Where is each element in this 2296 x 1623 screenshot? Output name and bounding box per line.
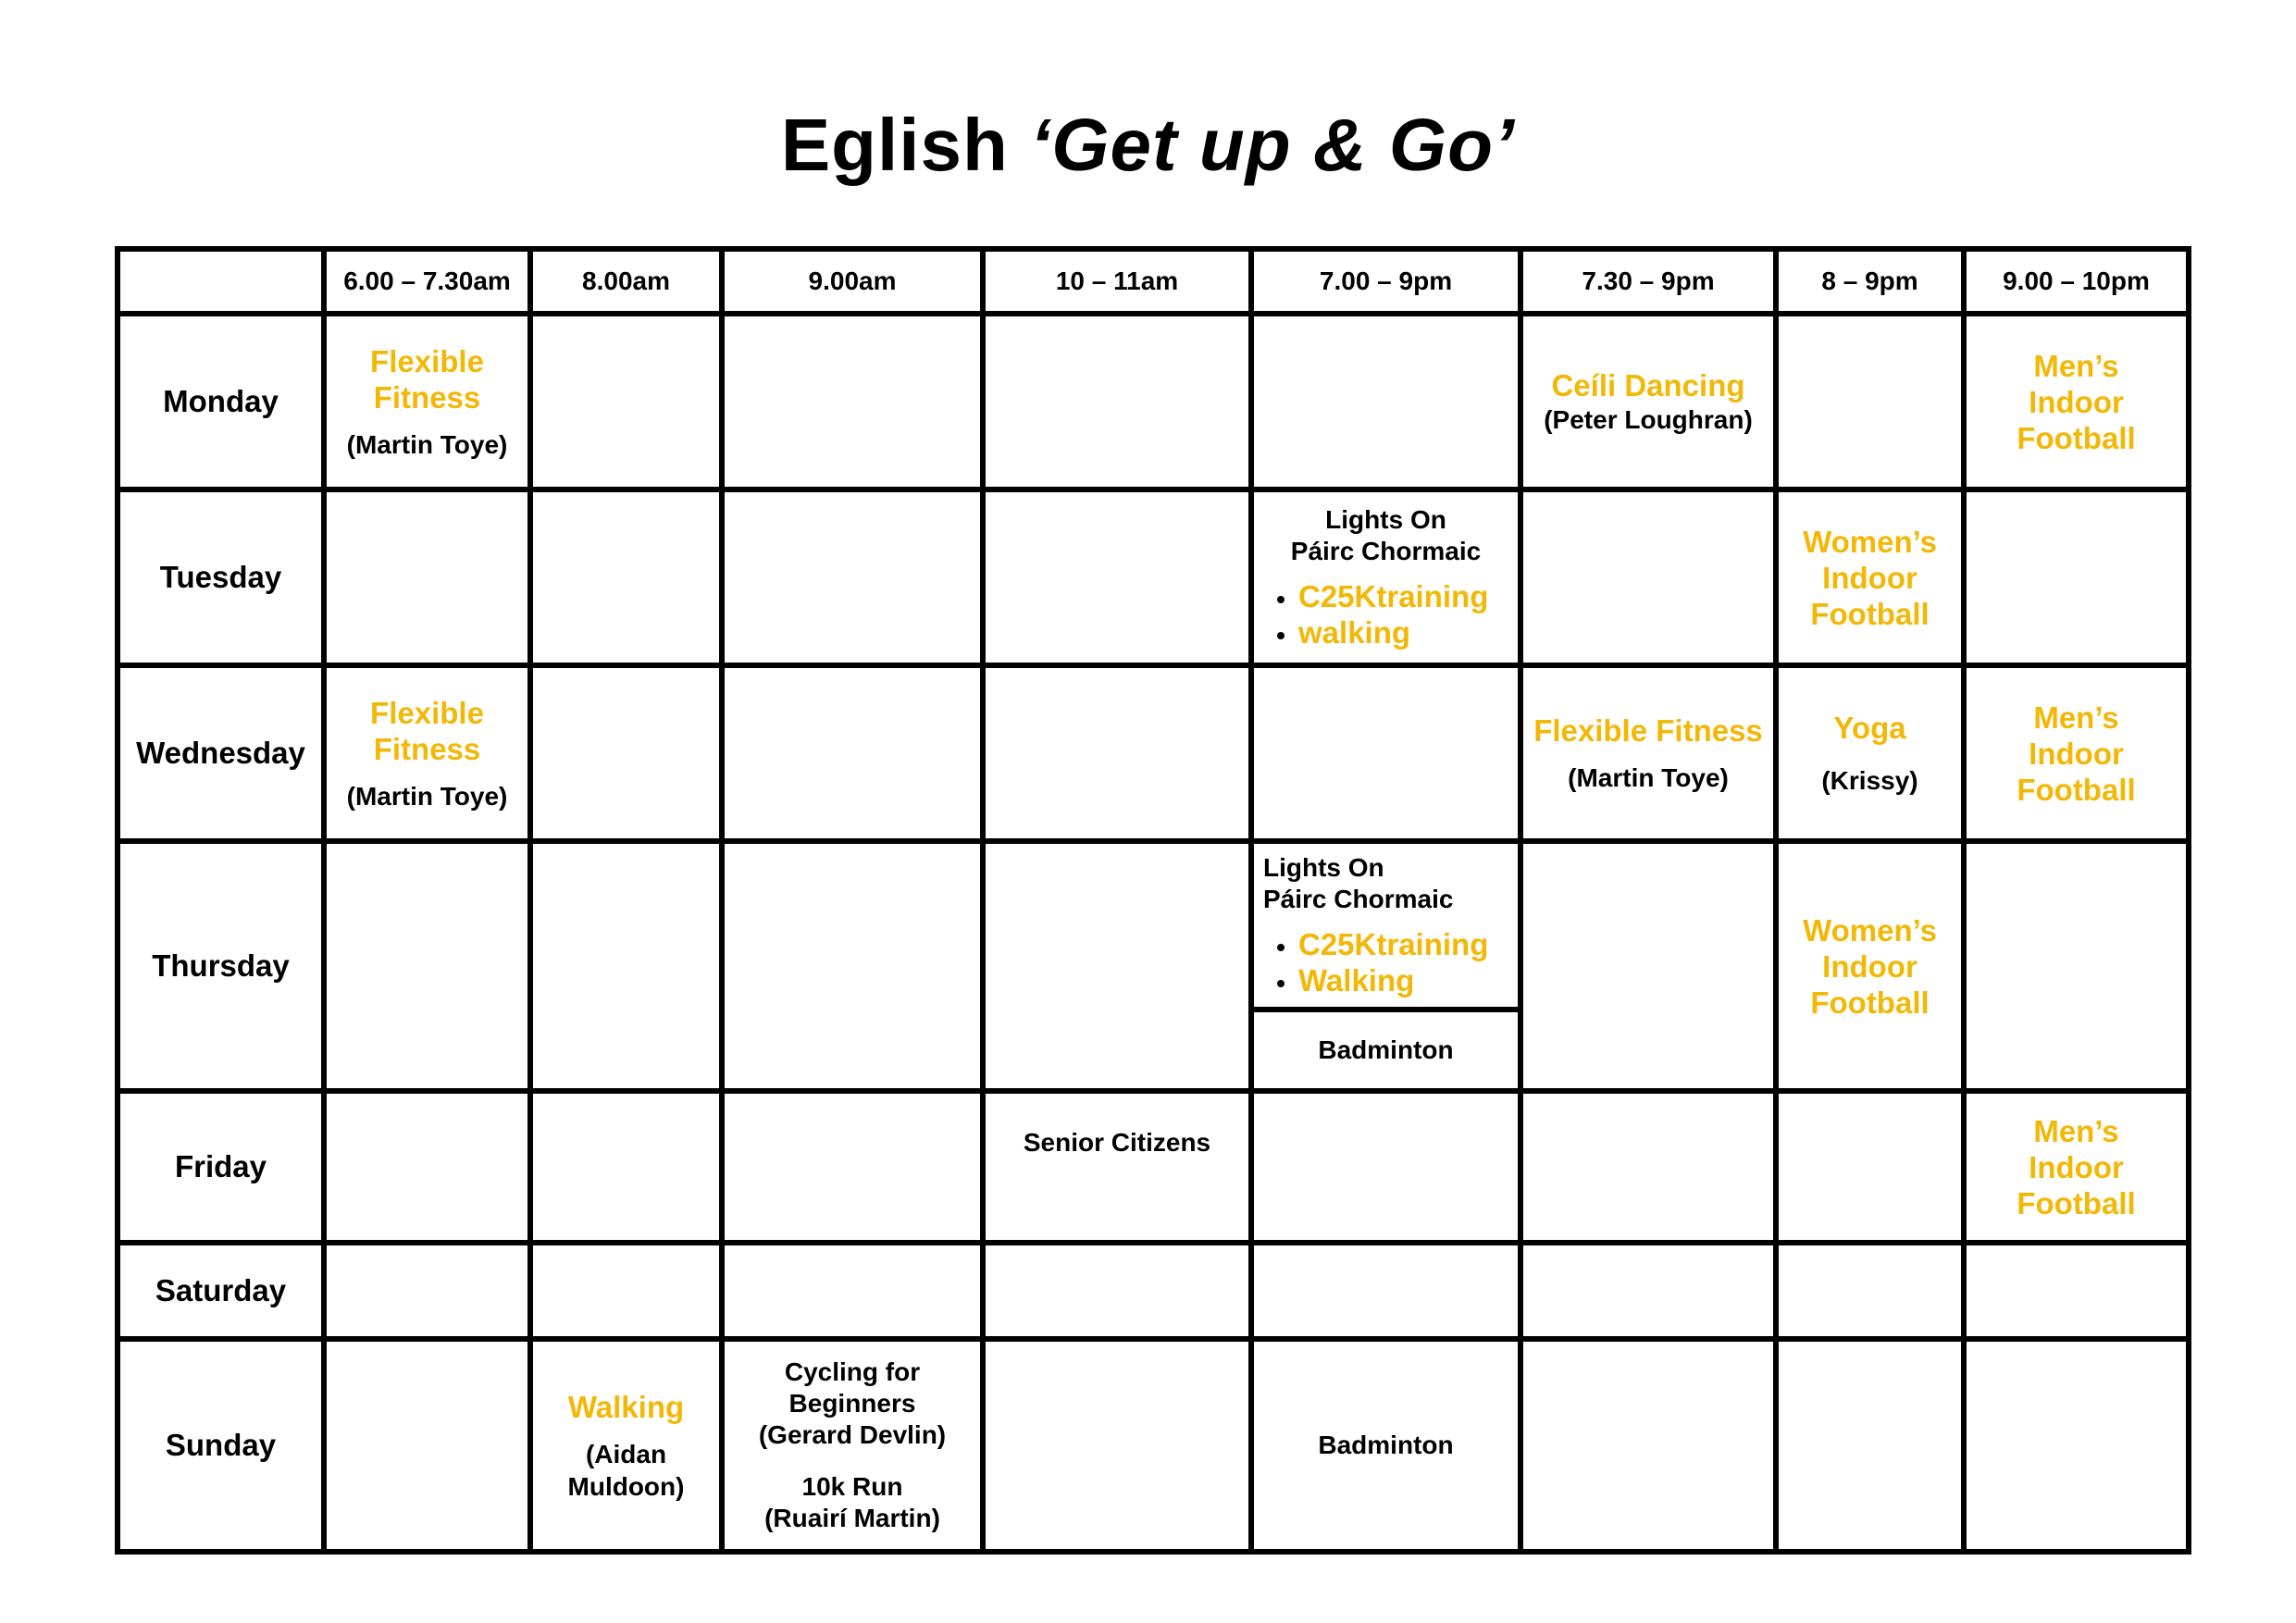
activity-label: Football [1810,596,1930,631]
header-slot-1: 6.00 – 7.30am [324,249,530,314]
wednesday-slot-7 [1776,665,1964,841]
row-sunday [118,1339,2189,1552]
monday-slot-1 [324,314,530,489]
lights-on-label: Lights On [1263,853,1384,882]
activity-list [1263,926,1518,998]
activity-label: Indoor [1822,948,1917,984]
monday-slot-8 [1964,314,2189,489]
thursday-slot-8 [1964,841,2189,1091]
friday-slot-5 [1251,1091,1520,1243]
tuesday-slot-4 [983,489,1251,665]
friday-slot-4: Senior Citizens [983,1091,1251,1243]
saturday-slot-4 [983,1243,1251,1339]
activity-label: Walking [567,1389,685,1424]
day-saturday: Saturday [118,1243,324,1339]
saturday-slot-3 [722,1243,983,1339]
activity-label: Women’s [1803,912,1937,948]
monday-slot-4 [983,314,1251,489]
thursday-slot-7 [1776,841,1964,1091]
activity-list [1263,578,1518,650]
activity-label: Flexible [370,695,484,730]
day-monday: Monday [118,314,324,489]
saturday-slot-6 [1520,1243,1776,1339]
tuesday-slot-3 [722,489,983,665]
thursday-slot-6 [1520,841,1776,1091]
wednesday-slot-3 [722,665,983,841]
instructor-label: (Aidan [585,1439,667,1468]
activity-label: Fitness [373,731,481,766]
instructor-label: (Ruairí Martin) [764,1504,940,1532]
tuesday-slot-1 [324,489,530,665]
activity-label: Indoor [2029,736,2124,771]
tuesday-slot-2 [530,489,722,665]
wednesday-slot-1 [324,665,530,841]
header-corner [118,249,324,314]
day-sunday: Sunday [118,1339,324,1552]
list-item: • C25Ktraining [1298,578,1518,614]
sunday-slot-4 [983,1339,1251,1552]
row-saturday [118,1243,2189,1339]
activity-label: Beginners [788,1389,916,1418]
activity-label: Indoor [2029,1149,2124,1184]
schedule-table [115,246,2191,1555]
instructor-label: (Martin Toye) [346,781,508,811]
friday-slot-2 [530,1091,722,1243]
activity-label: Ceíli Dancing [1551,368,1745,403]
monday-slot-2 [530,314,722,489]
monday-slot-5 [1251,314,1520,489]
tuesday-slot-8 [1964,489,2189,665]
day-thursday: Thursday [118,841,324,1091]
activity-label: Fitness [373,379,481,415]
lights-on-label: Lights On [1325,505,1446,534]
thursday-slot-3 [722,841,983,1091]
activity-label: Football [2017,772,2136,807]
sunday-slot-7 [1776,1339,1964,1552]
sunday-slot-6 [1520,1339,1776,1552]
instructor-label: Muldoon) [567,1471,685,1501]
header-slot-6: 7.30 – 9pm [1520,249,1776,314]
thursday-slot-2 [530,841,722,1091]
instructor-label: (Gerard Devlin) [758,1420,947,1449]
wednesday-slot-5 [1251,665,1520,841]
header-row [118,249,2189,314]
activity-label: Indoor [1822,560,1917,595]
header-slot-4: 10 – 11am [983,249,1251,314]
activity-label: Yoga [1833,711,1906,745]
header-slot-5: 7.00 – 9pm [1251,249,1520,314]
thursday-slot-4 [983,841,1251,1091]
saturday-slot-5 [1251,1243,1520,1339]
tuesday-slot-6 [1520,489,1776,665]
sunday-slot-2 [530,1339,722,1552]
wednesday-slot-4 [983,665,1251,841]
sunday-slot-1 [324,1339,530,1552]
instructor-label: (Krissy) [1821,766,1918,795]
sunday-slot-5: Badminton [1251,1339,1520,1552]
title-plain: Eglish [780,104,1031,186]
activity-label: Football [2017,1185,2136,1220]
row-friday [118,1091,2189,1243]
list-item: • walking [1298,614,1518,650]
row-monday [118,314,2189,489]
wednesday-slot-2 [530,665,722,841]
venue-label: Páirc Chormaic [1263,885,1454,913]
header-slot-7: 8 – 9pm [1776,249,1964,314]
activity-label: Men’s [2033,1113,2119,1148]
instructor-label: (Peter Loughran) [1544,405,1753,434]
title-italic: ‘Get up & Go’ [1030,104,1516,186]
day-tuesday: Tuesday [118,489,324,665]
row-tuesday [118,489,2189,665]
activity-label: Flexible Fitness [1533,713,1763,748]
thursday-slot-5 [1251,841,1520,1091]
day-wednesday: Wednesday [118,665,324,841]
page-title [0,104,2296,187]
saturday-slot-1 [324,1243,530,1339]
header-slot-8: 9.00 – 10pm [1964,249,2189,314]
sunday-slot-3 [722,1339,983,1552]
sunday-slot-8 [1964,1339,2189,1552]
tuesday-slot-7 [1776,489,1964,665]
list-item: • C25Ktraining [1298,926,1518,962]
activity-label: Indoor [2029,384,2124,419]
day-friday: Friday [118,1091,324,1243]
activity-label: Cycling for [784,1357,921,1386]
activity-label: Football [2017,420,2136,455]
tuesday-slot-5 [1251,489,1520,665]
activity-label: Flexible [370,343,484,378]
badminton-label: Badminton [1318,1035,1454,1064]
activity-label: Women’s [1803,524,1937,559]
wednesday-slot-6 [1520,665,1776,841]
saturday-slot-2 [530,1243,722,1339]
activity-label: Football [1810,985,1930,1020]
friday-slot-8 [1964,1091,2189,1243]
saturday-slot-8 [1964,1243,2189,1339]
wednesday-slot-8 [1964,665,2189,841]
row-thursday [118,841,2189,1091]
activity-label: 10k Run [801,1472,903,1501]
header-slot-2: 8.00am [530,249,722,314]
friday-slot-7 [1776,1091,1964,1243]
monday-slot-6 [1520,314,1776,489]
header-slot-3: 9.00am [722,249,983,314]
saturday-slot-7 [1776,1243,1964,1339]
friday-slot-6 [1520,1091,1776,1243]
row-wednesday [118,665,2189,841]
friday-slot-1 [324,1091,530,1243]
thursday-slot-1 [324,841,530,1091]
venue-label: Páirc Chormaic [1290,537,1482,565]
instructor-label: (Martin Toye) [346,429,508,459]
monday-slot-3 [722,314,983,489]
activity-label: Men’s [2033,700,2119,735]
friday-slot-3 [722,1091,983,1243]
instructor-label: (Martin Toye) [1568,763,1729,792]
monday-slot-7 [1776,314,1964,489]
list-item: • Walking [1298,962,1518,998]
activity-label: Men’s [2033,348,2119,383]
